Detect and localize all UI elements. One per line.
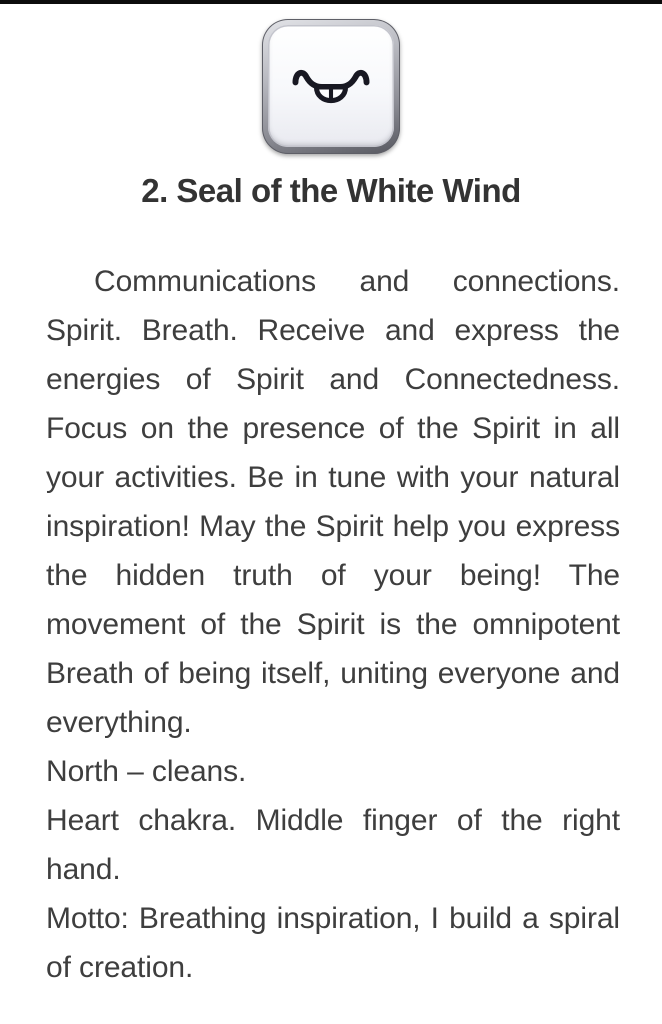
- ik-wind-glyph-icon: [268, 25, 394, 148]
- body-paragraph: Motto: Breathing inspiration, I build a spiral of creation.: [46, 902, 620, 984]
- body-text: [46, 257, 620, 992]
- seal-key-face: [268, 25, 394, 147]
- seal-key-button: [262, 19, 400, 154]
- page-title: 2. Seal of the White Wind: [141, 172, 521, 209]
- body-paragraph: Heart chakra. Middle finger of the right hand.: [46, 804, 620, 886]
- body-paragraph: North – cleans.: [46, 755, 247, 788]
- top-border: [0, 0, 662, 4]
- body-paragraph: Communications and connections. Spirit. Breath. Receive and express the energies of Spirit and Connectedness. Focus on the presence of the Spirit in all your activities. Be in tune with your natural inspiration! May the Spirit help you express the hidden truth of your being! The movement of the Spirit is the omnipotent Breath of being itself, uniting everyone and everything.: [46, 265, 620, 739]
